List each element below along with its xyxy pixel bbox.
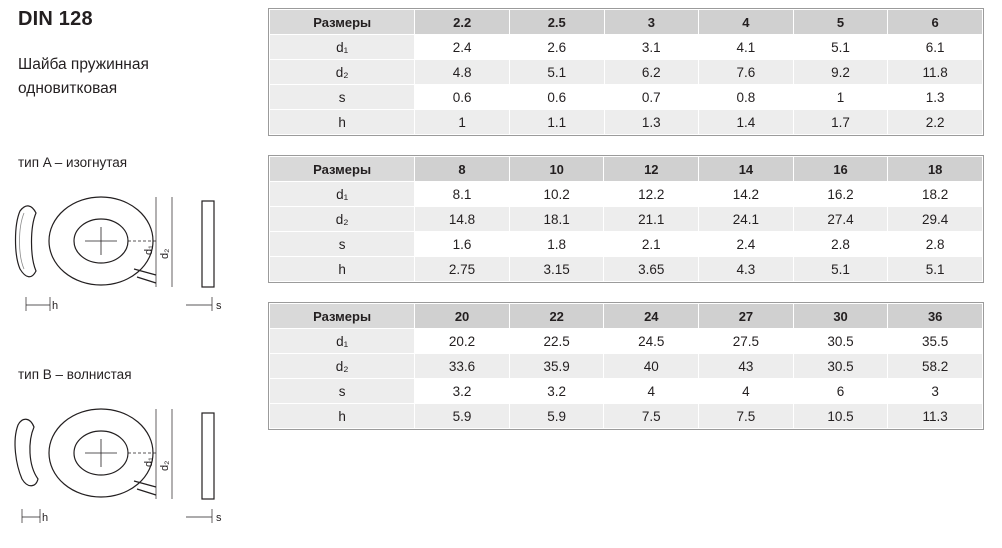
table-header-row <box>270 304 983 329</box>
table-header-size: 5 <box>793 10 888 35</box>
table-cell-value: 43 <box>699 354 794 379</box>
table-row-label: s <box>270 85 415 110</box>
dimension-label-s-b: s <box>216 512 222 524</box>
dimension-label-h-b: h <box>42 512 49 524</box>
table-row <box>270 60 983 85</box>
table-header-sizes-label: Размеры <box>270 10 415 35</box>
table-row <box>270 379 983 404</box>
table-cell-value: 6.1 <box>888 35 983 60</box>
table-cell-value: 10.2 <box>509 182 604 207</box>
table-cell-value: 18.2 <box>888 182 983 207</box>
dimension-table-2 <box>268 155 984 288</box>
table-cell-value: 5.1 <box>793 35 888 60</box>
dimension-label-s-a: s <box>216 300 222 312</box>
table-row-label: d₁ <box>270 35 415 60</box>
washer-drawing-type-b <box>6 395 256 545</box>
table-cell-value: 11.8 <box>888 60 983 85</box>
table-cell-value: 3.1 <box>604 35 699 60</box>
table-cell-value: 16.2 <box>793 182 888 207</box>
table-cell-value: 2.6 <box>509 35 604 60</box>
table-cell-value: 4 <box>699 379 794 404</box>
table-cell-value: 22.5 <box>509 329 604 354</box>
table-cell-value: 18.1 <box>509 207 604 232</box>
table-header-size: 27 <box>699 304 794 329</box>
table-row-label: h <box>270 404 415 429</box>
table-row <box>270 110 983 135</box>
dimension-label-d1-b: d₁ <box>143 457 155 467</box>
description-line-1: Шайба пружинная <box>18 56 149 73</box>
table-row-label: d₂ <box>270 354 415 379</box>
table-cell-value: 3.2 <box>509 379 604 404</box>
table-cell-value: 14.8 <box>415 207 510 232</box>
table-cell-value: 30.5 <box>793 354 888 379</box>
description-line-2: одновитковая <box>18 80 118 97</box>
table-cell-value: 58.2 <box>888 354 983 379</box>
table-cell-value: 20.2 <box>415 329 510 354</box>
table-cell-value: 21.1 <box>604 207 699 232</box>
table-cell-value: 7.5 <box>699 404 794 429</box>
table-header-size: 20 <box>415 304 510 329</box>
dimension-label-d2-b: d₂ <box>159 460 171 471</box>
table-cell-value: 14.2 <box>699 182 794 207</box>
table-cell-value: 27.5 <box>699 329 794 354</box>
table-header-size: 18 <box>888 157 983 182</box>
table-cell-value: 4.8 <box>415 60 510 85</box>
table-header-row <box>270 157 983 182</box>
table-header-size: 24 <box>604 304 699 329</box>
washer-drawing-type-a <box>6 183 256 333</box>
table-cell-value: 5.9 <box>509 404 604 429</box>
product-description <box>18 53 268 101</box>
table-cell-value: 33.6 <box>415 354 510 379</box>
table-cell-value: 1.4 <box>699 110 794 135</box>
table-header-size: 8 <box>415 157 510 182</box>
table-row-label: h <box>270 110 415 135</box>
table-header-size: 6 <box>888 10 983 35</box>
table-header-size: 2.5 <box>509 10 604 35</box>
table-cell-value: 4.1 <box>699 35 794 60</box>
table-cell-value: 1 <box>415 110 510 135</box>
table-row <box>270 85 983 110</box>
table-row <box>270 329 983 354</box>
table-cell-value: 2.2 <box>888 110 983 135</box>
table-cell-value: 4.3 <box>699 257 794 282</box>
table-row <box>270 182 983 207</box>
table-header-row <box>270 10 983 35</box>
table-cell-value: 1.3 <box>604 110 699 135</box>
table-row <box>270 207 983 232</box>
table-cell-value: 5.1 <box>509 60 604 85</box>
dimension-table-1 <box>268 8 984 141</box>
dimension-label-d1-a: d₁ <box>143 245 155 255</box>
table-cell-value: 24.5 <box>604 329 699 354</box>
table-cell-value: 1.8 <box>509 232 604 257</box>
table-cell-value: 4 <box>604 379 699 404</box>
table-cell-value: 30.5 <box>793 329 888 354</box>
table-cell-value: 3 <box>888 379 983 404</box>
table-row-label: d₁ <box>270 182 415 207</box>
table-row-label: d₂ <box>270 60 415 85</box>
table-cell-value: 2.8 <box>888 232 983 257</box>
table-cell-value: 35.5 <box>888 329 983 354</box>
table-cell-value: 5.1 <box>793 257 888 282</box>
table-row <box>270 404 983 429</box>
table-cell-value: 1 <box>793 85 888 110</box>
table-row-label: h <box>270 257 415 282</box>
type-b-label: тип B – волнистая <box>18 367 132 382</box>
table-cell-value: 6.2 <box>604 60 699 85</box>
table-cell-value: 1.3 <box>888 85 983 110</box>
table-cell-value: 7.5 <box>604 404 699 429</box>
table-row-label: s <box>270 232 415 257</box>
table-header-sizes-label: Размеры <box>270 157 415 182</box>
table-cell-value: 0.6 <box>509 85 604 110</box>
table-header-size: 16 <box>793 157 888 182</box>
dimension-table-3 <box>268 302 984 435</box>
table-cell-value: 3.65 <box>604 257 699 282</box>
table-header-size: 14 <box>699 157 794 182</box>
table-header-size: 36 <box>888 304 983 329</box>
table-cell-value: 9.2 <box>793 60 888 85</box>
table-cell-value: 10.5 <box>793 404 888 429</box>
table-row <box>270 232 983 257</box>
table-header-size: 3 <box>604 10 699 35</box>
table-row <box>270 35 983 60</box>
table-cell-value: 3.2 <box>415 379 510 404</box>
table-cell-value: 1.6 <box>415 232 510 257</box>
table-row <box>270 354 983 379</box>
table-row-label: d₂ <box>270 207 415 232</box>
table-cell-value: 12.2 <box>604 182 699 207</box>
table-cell-value: 2.4 <box>699 232 794 257</box>
table-row-label: d₁ <box>270 329 415 354</box>
table-header-sizes-label: Размеры <box>270 304 415 329</box>
table-cell-value: 40 <box>604 354 699 379</box>
table-cell-value: 5.1 <box>888 257 983 282</box>
table-cell-value: 27.4 <box>793 207 888 232</box>
table-cell-value: 2.1 <box>604 232 699 257</box>
table-header-size: 30 <box>793 304 888 329</box>
page-title: DIN 128 <box>18 8 93 30</box>
table-header-size: 4 <box>699 10 794 35</box>
table-cell-value: 29.4 <box>888 207 983 232</box>
table-row-label: s <box>270 379 415 404</box>
table-cell-value: 0.8 <box>699 85 794 110</box>
table-cell-value: 6 <box>793 379 888 404</box>
header-block <box>18 8 268 101</box>
table-cell-value: 24.1 <box>699 207 794 232</box>
table-cell-value: 8.1 <box>415 182 510 207</box>
table-cell-value: 0.6 <box>415 85 510 110</box>
table-cell-value: 3.15 <box>509 257 604 282</box>
table-header-size: 22 <box>509 304 604 329</box>
table-cell-value: 35.9 <box>509 354 604 379</box>
table-cell-value: 1.1 <box>509 110 604 135</box>
table-header-size: 2.2 <box>415 10 510 35</box>
table-cell-value: 11.3 <box>888 404 983 429</box>
table-cell-value: 0.7 <box>604 85 699 110</box>
type-a-label: тип A – изогнутая <box>18 155 128 170</box>
table-cell-value: 7.6 <box>699 60 794 85</box>
table-cell-value: 2.4 <box>415 35 510 60</box>
dimension-label-h-a: h <box>52 300 59 312</box>
table-header-size: 12 <box>604 157 699 182</box>
table-cell-value: 2.8 <box>793 232 888 257</box>
table-cell-value: 5.9 <box>415 404 510 429</box>
table-cell-value: 1.7 <box>793 110 888 135</box>
table-cell-value: 2.75 <box>415 257 510 282</box>
dimension-label-d2-a: d₂ <box>159 248 171 259</box>
table-row <box>270 257 983 282</box>
table-header-size: 10 <box>509 157 604 182</box>
